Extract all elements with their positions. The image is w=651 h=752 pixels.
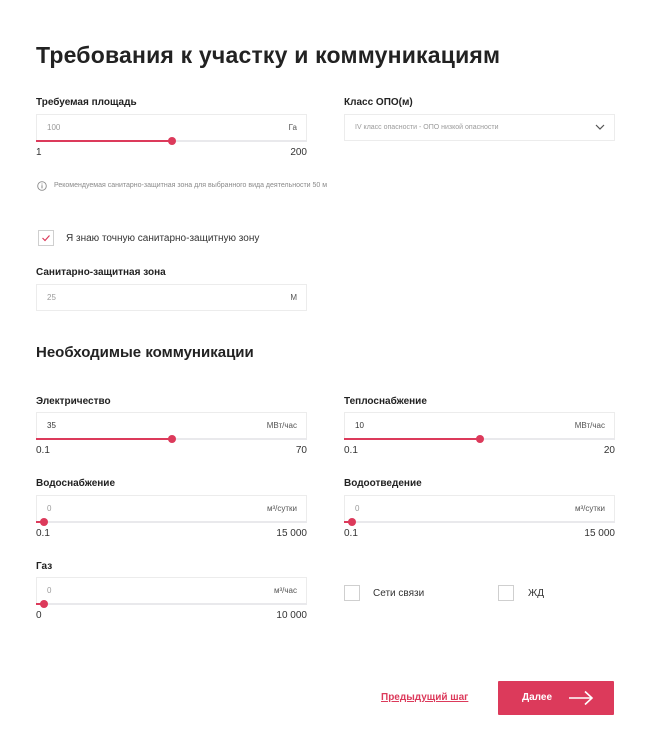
water-slider-thumb[interactable] (40, 518, 48, 526)
telecom-checkbox[interactable] (344, 585, 360, 601)
gas-label: Газ (36, 561, 53, 572)
area-slider-thumb[interactable] (168, 137, 176, 145)
gas-max: 10 000 (276, 610, 307, 621)
arrow-right-icon (568, 690, 594, 706)
area-label: Требуемая площадь (36, 97, 137, 108)
chevron-down-icon (595, 123, 605, 131)
exact-zone-label[interactable]: Я знаю точную санитарно-защитную зону (66, 233, 260, 244)
water-unit: м³/сутки (266, 504, 297, 513)
area-slider[interactable] (36, 140, 307, 142)
electricity-slider-thumb[interactable] (168, 435, 176, 443)
page-title: Требования к участку и коммуникациям (36, 42, 501, 68)
sanitary-zone-label: Санитарно-защитная зона (36, 267, 166, 278)
sanitary-zone-unit: М (290, 293, 297, 302)
electricity-min: 0.1 (36, 445, 50, 456)
railway-label[interactable]: ЖД (528, 588, 545, 599)
gas-min: 0 (36, 610, 42, 621)
water-label: Водоснабжение (36, 478, 115, 489)
railway-checkbox[interactable] (498, 585, 514, 601)
water-min: 0.1 (36, 528, 50, 539)
opo-selected-value: IV класс опасности - ОПО низкой опасности (355, 124, 499, 131)
next-button-label: Далее (522, 692, 553, 703)
water-value: 0 (47, 504, 52, 513)
heat-max: 20 (603, 445, 615, 456)
check-icon (41, 233, 51, 243)
telecom-label[interactable]: Сети связи (373, 588, 425, 599)
heat-value: 10 (355, 421, 364, 430)
previous-step-link[interactable]: Предыдущий шаг (381, 692, 469, 703)
electricity-slider-fill (36, 438, 172, 440)
drainage-slider-thumb[interactable] (348, 518, 356, 526)
opo-label: Класс ОПО(м) (344, 97, 413, 108)
next-button[interactable] (498, 681, 614, 715)
gas-unit: м³/час (273, 586, 297, 595)
electricity-value: 35 (47, 421, 56, 430)
electricity-slider[interactable] (36, 438, 307, 440)
heat-slider[interactable] (344, 438, 615, 440)
exact-zone-checkbox[interactable] (38, 230, 54, 246)
area-max: 200 (290, 147, 307, 158)
area-slider-fill (36, 140, 172, 142)
water-max: 15 000 (276, 528, 307, 539)
communications-title: Необходимые коммуникации (36, 344, 254, 361)
heat-min: 0.1 (344, 445, 358, 456)
drainage-label: Водоотведение (344, 478, 422, 489)
area-min: 1 (36, 147, 42, 158)
area-value: 100 (47, 123, 61, 132)
heat-unit: МВт/час (574, 421, 605, 430)
gas-value: 0 (47, 586, 52, 595)
gas-slider[interactable] (36, 603, 307, 605)
drainage-slider[interactable] (344, 521, 615, 523)
opo-select[interactable] (344, 114, 615, 141)
info-icon (37, 181, 47, 191)
sanitary-zone-input[interactable] (36, 284, 307, 311)
recommendation-note: Рекомендуемая санитарно-защитная зона для выбранного вида деятельности 50 м (54, 182, 328, 189)
electricity-label: Электричество (36, 396, 111, 407)
water-slider[interactable] (36, 521, 307, 523)
drainage-min: 0.1 (344, 528, 358, 539)
area-unit: Га (288, 123, 297, 132)
drainage-input[interactable] (344, 495, 615, 522)
drainage-max: 15 000 (584, 528, 615, 539)
water-input[interactable] (36, 495, 307, 522)
sanitary-zone-value: 25 (47, 293, 56, 302)
gas-slider-thumb[interactable] (40, 600, 48, 608)
drainage-unit: м³/сутки (574, 504, 605, 513)
electricity-max: 70 (295, 445, 307, 456)
drainage-value: 0 (355, 504, 360, 513)
heat-slider-thumb[interactable] (476, 435, 484, 443)
heat-slider-fill (344, 438, 480, 440)
gas-input[interactable] (36, 577, 307, 604)
heat-label: Теплоснабжение (344, 396, 427, 407)
electricity-unit: МВт/час (266, 421, 297, 430)
